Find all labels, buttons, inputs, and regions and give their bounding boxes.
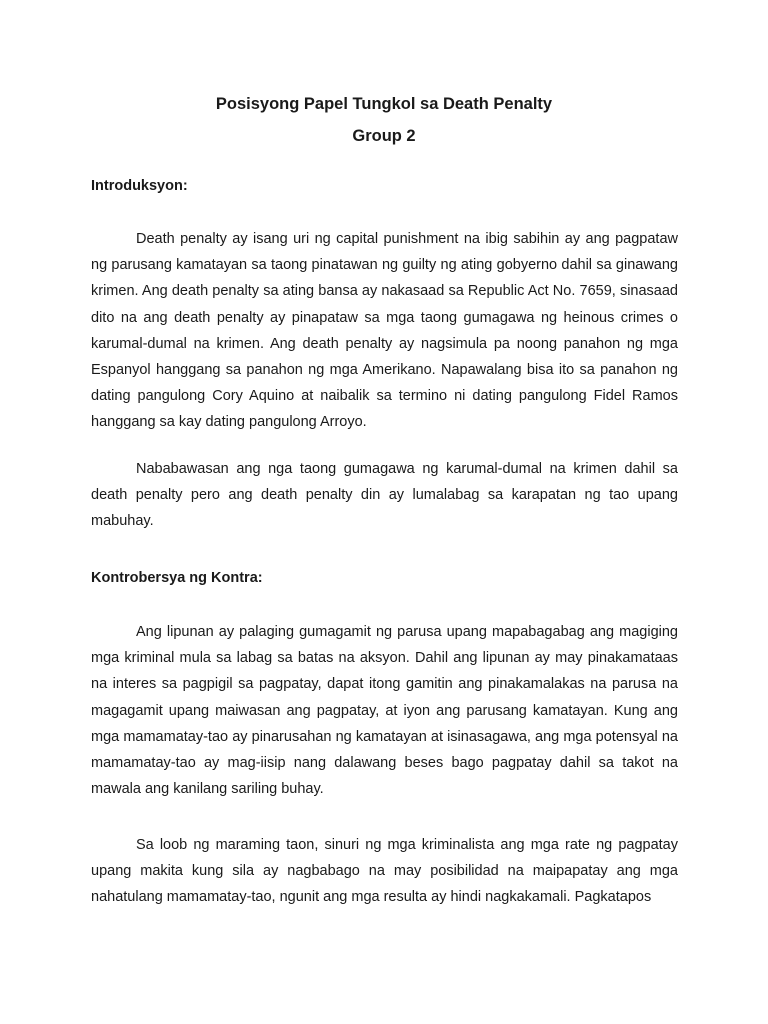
section-heading-kontrobersya: Kontrobersya ng Kontra: bbox=[91, 570, 263, 586]
intro-paragraph-2: Nababawasan ang nga taong gumagawa ng karumal-dumal na krimen dahil sa death penalty pero ang death penalty din ay lumalabag sa karapatan ng tao upang mabuhay. bbox=[91, 461, 678, 530]
kontra-paragraph-1: Ang lipunan ay palaging gumagamit ng parusa upang mapabagabag ang magiging mga kriminal mula sa labag sa batas na aksyon. Dahil ang lipunan ay may pinakamataas na interes sa pagpigil sa pagpatay, dapat itong gamitin ang pinakamalakas na parusa na magagamit upang maiwasan ang pagpatay, at iyon ang parusang kamatayan. Kung ang mga mamamatay-tao ay pinarusahan ng kamatayan at isinasagawa, ang mga potensyal na mamamatay-tao ay mag-iisip nang dalawang beses bago pagpatay dahil sa takot na mawala ang kanilang sariling buhay. bbox=[91, 624, 678, 798]
section-heading-introduksyon: Introduksyon: bbox=[91, 178, 188, 194]
document-title: Posisyong Papel Tungkol sa Death Penalty bbox=[215, 95, 553, 113]
kontra-paragraph-2: Sa loob ng maraming taon, sinuri ng mga kriminalista ang mga rate ng pagpatay upang makita kung sila ay nagbabago na may posibilidad na maipapatay ang mga nahatulang mamamatay-tao, ngunit ang mga resulta ay hindi nagkakamali. Pagkatapos bbox=[91, 837, 678, 906]
document-subtitle: Group 2 bbox=[352, 127, 416, 145]
intro-paragraph-1: Death penalty ay isang uri ng capital punishment na ibig sabihin ay ang pagpataw ng parusang kamatayan sa taong pinatawan ng guilty ng ating gobyerno dahil sa ginawang krimen. Ang death penalty sa ating bansa ay nakasaad sa Republic Act No. 7659, sinasaad dito na ang death penalty ay pinapataw sa mga taong gumagawa ng heinous crimes o karumal-dumal na krimen. Ang death penalty ay nagsimula pa noong panahon ng mga Espanyol hanggang sa panahon ng mga Amerikano. Napawalang bisa ito sa panahon ng dating pangulong Cory Aquino at naibalik sa termino ni dating pangulong Fidel Ramos hanggang sa kay dating pangulong Arroyo. bbox=[91, 231, 678, 431]
